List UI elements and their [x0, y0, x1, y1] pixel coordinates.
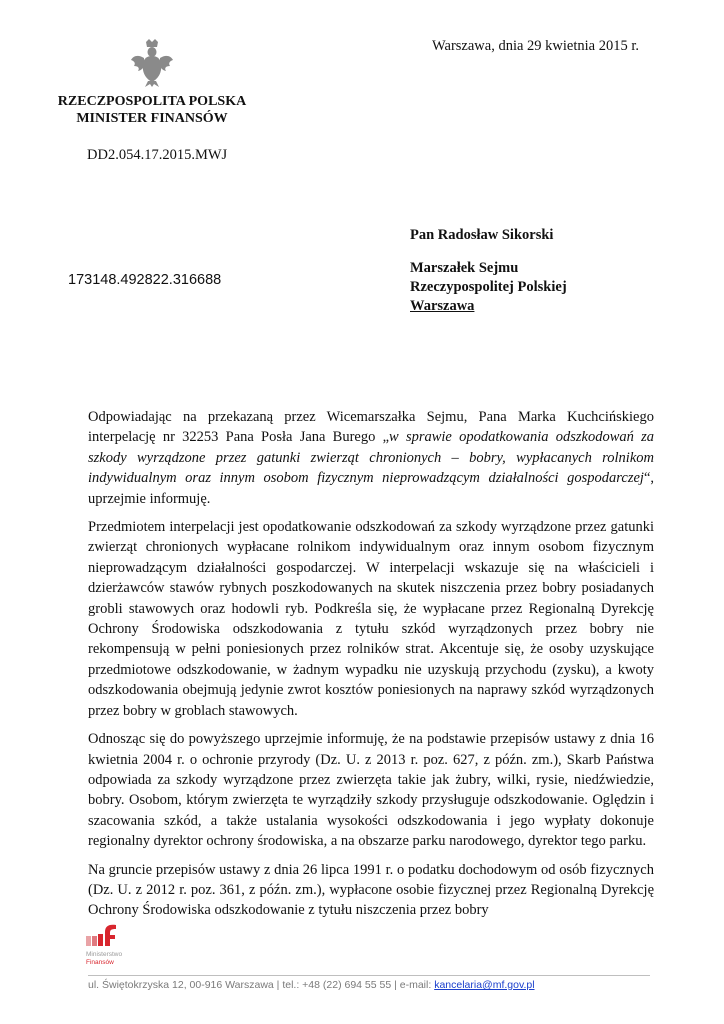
- paragraph-1-quoted-title: w sprawie opodatkowania odszkodowań za szkody wyrządzone przez gatunki zwierząt chronionych – bobry, wypłacanych rolnikom indywidualnym oraz innym osobom fizycznym nieprowadzącym działalności gospodarczej: [88, 429, 654, 487]
- document-number: 173148.492822.316688: [68, 272, 222, 288]
- footer-contact: [88, 979, 535, 991]
- recipient-institution: Rzeczypospolitej Polskiej: [410, 279, 567, 295]
- paragraph-1-outro: “, uprzejmie informuję.: [88, 470, 654, 507]
- recipient-city: Warszawa: [410, 298, 475, 314]
- issuer-country: RZECZPOSPOLITA POLSKA: [57, 94, 247, 109]
- issuer-block: [52, 93, 252, 127]
- footer-address: ul. Świętokrzyska 12, 00-916 Warszawa | tel.: +48 (22) 694 55 55 | e-mail:: [88, 979, 435, 991]
- recipient-block: [410, 226, 567, 316]
- document-date: Warszawa, dnia 29 kwietnia 2015 r.: [432, 38, 640, 54]
- logo-text-finance: Finansów: [86, 959, 114, 966]
- issuer-office: MINISTER FINANSÓW: [76, 111, 228, 126]
- paragraph-4: Na gruncie przepisów ustawy z dnia 26 lipca 1991 r. o podatku dochodowym od osób fizycznych (Dz. U. z 2012 r. poz. 361, z późn. zm.), wypłacone osobie fizycznej przez Regionalną Dyrekcję Ochrony Środowiska odszkodowanie z tytułu niszczenia przez bobry: [88, 861, 654, 919]
- paragraph-2: Przedmiotem interpelacji jest opodatkowanie odszkodowań za szkody wyrządzone przez gatunki zwierząt chronionych wypłacane rolnikom indywidualnym oraz innym osobom fizycznym nieprowadzącym działalności gospodarczej. W interpelacji wskazuje się na właścicieli i dzierżawców stawów rybnych poszkodowanych na skutek niszczenia przez bobry posiadanych grobli stawowych oraz hodowli ryb. Podkreśla się, że wypłacane przez Regionalną Dyrekcję Ochrony Środowiska odszkodowania z tytułu szkód wyrządzonych przez bobry nie rekompensują w pełni poniesionych przez rolników strat. Akcentuje się, że osoby uzyskujące przedmiotowe odszkodowanie, w żadnym wypadku nie uzyskują przychodu (zysku), a kwoty odszkodowania obejmują jedynie zwrot kosztów poniesionych na naprawy szkód wyrządzonych przez bobry w groblach stawowych.: [88, 519, 654, 719]
- reference-number: DD2.054.17.2015.MWJ: [87, 147, 228, 163]
- recipient-name: Pan Radosław Sikorski: [410, 227, 554, 243]
- paragraph-1: [88, 407, 654, 509]
- footer-email-link[interactable]: kancelaria@mf.gov.pl: [434, 979, 535, 991]
- letter-body: [88, 407, 654, 929]
- white-eagle-emblem-icon: [130, 38, 174, 88]
- paragraph-1-intro: Odpowiadając na przekazaną przez Wicemarszałka Sejmu, Pana Marka Kuchcińskiego interpelację nr 32253 Pana Posła Jana Burego „: [88, 409, 654, 446]
- footer-divider: [88, 975, 650, 976]
- ministry-of-finance-logo-icon: [86, 922, 136, 970]
- paragraph-3: Odnosząc się do powyższego uprzejmie informuję, że na podstawie przepisów ustawy z dnia 16 kwietnia 2004 r. o ochronie przyrody (Dz. U. z 2013 r. poz. 627, z późn. zm.), Skarb Państwa odpowiada za szkody wyrządzone przez zwierzęta takie jak żubry, wilki, rysie, niedźwiedzie, bobry. Osobom, którym zwierzęta te wyrządziły szkody przysługuje odszkodowanie. Oględzin i szacowania szkód, a także ustalania wysokości odszkodowania i jego wypłaty dokonuje regionalny dyrektor ochrony środowiska, a na obszarze parku narodowego, dyrektor tego parku.: [88, 731, 654, 850]
- logo-text-ministry: Ministerstwo: [86, 951, 123, 958]
- recipient-title: Marszałek Sejmu: [410, 260, 519, 276]
